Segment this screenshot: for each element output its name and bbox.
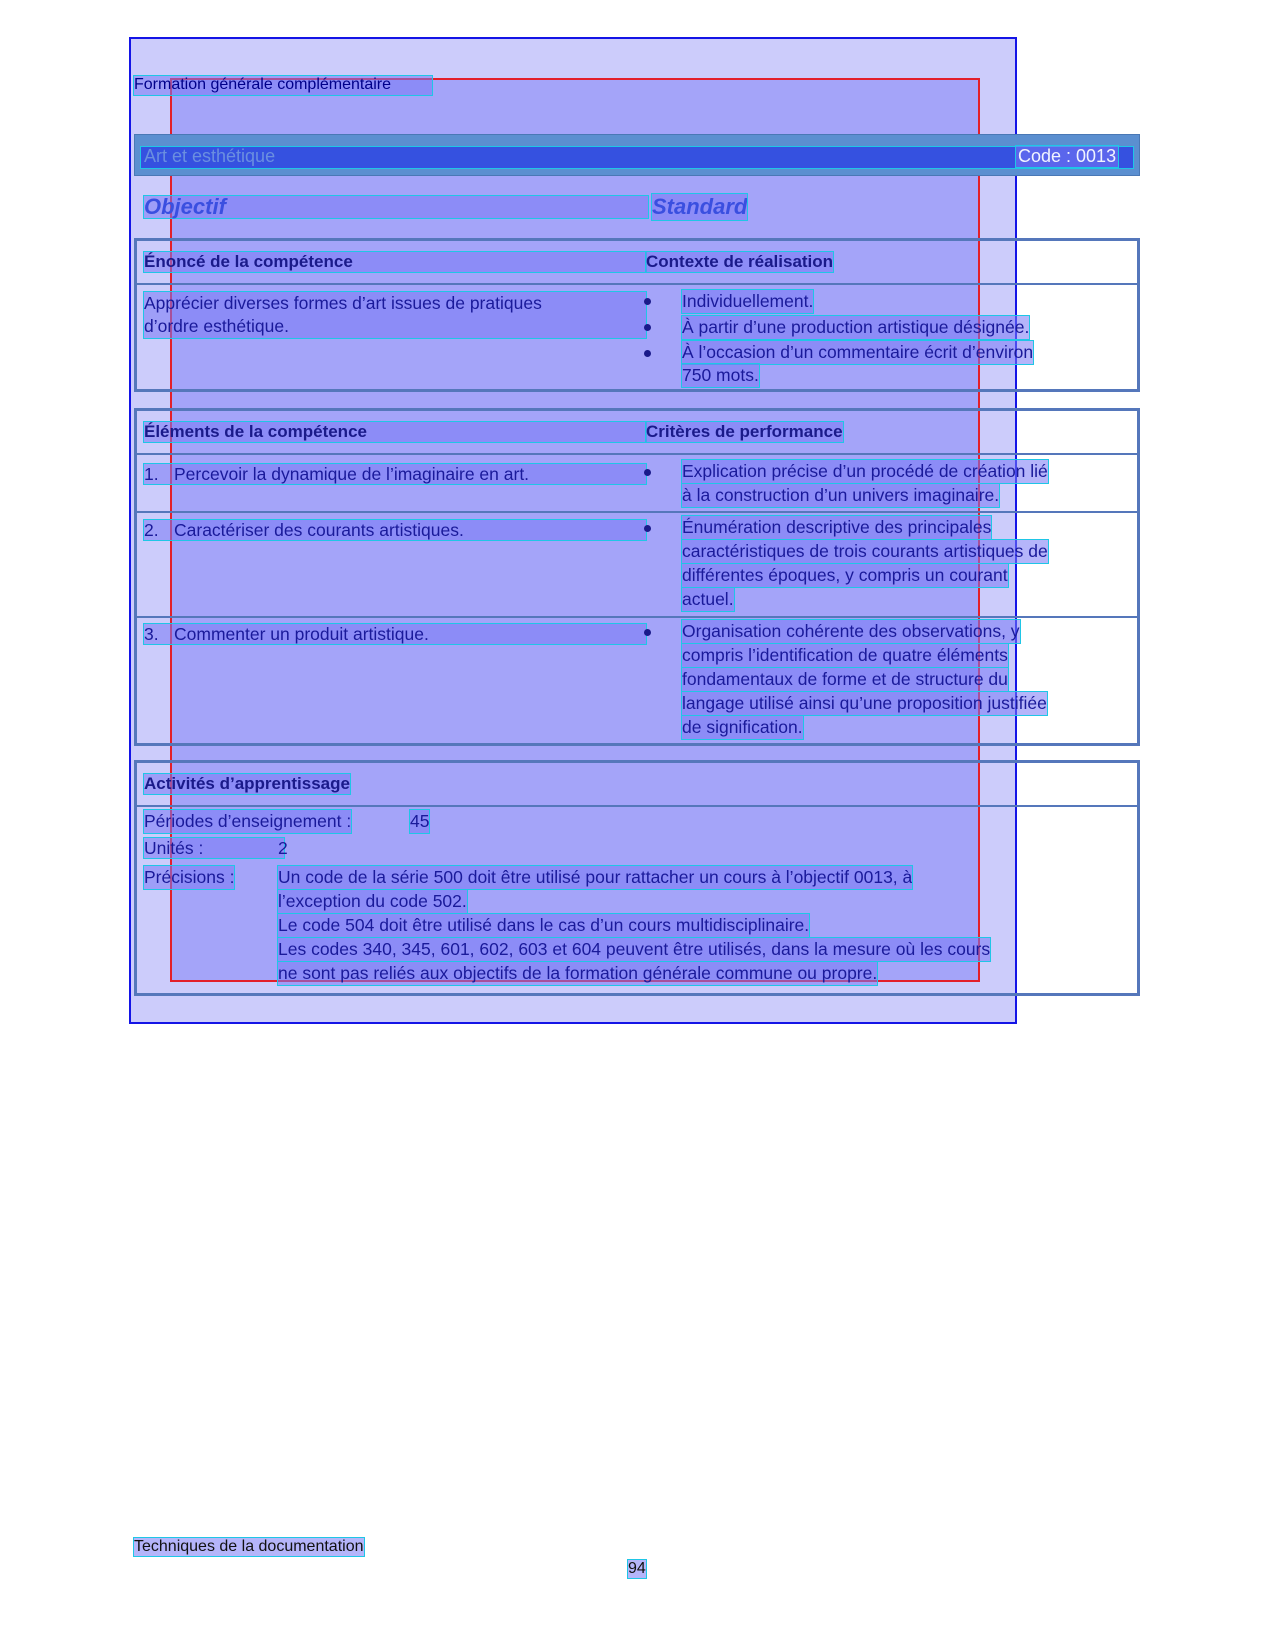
bullet-icon <box>644 324 651 331</box>
bullet-icon <box>644 298 651 305</box>
periodes-label: Périodes d’enseignement : <box>144 811 352 831</box>
element-label: Commenter un produit artistique. <box>174 624 429 644</box>
section-label: Formation générale complémentaire <box>134 76 432 95</box>
contexte-heading: Contexte de réalisation <box>646 252 834 271</box>
activites-heading: Activités d’apprentissage <box>144 774 350 793</box>
criteres-heading: Critères de performance <box>646 422 843 441</box>
bullet-icon <box>644 350 651 357</box>
precisions-label: Précisions : <box>144 867 235 887</box>
critere-line: compris l’identification de quatre éléments <box>682 645 1008 665</box>
elements-header-rule <box>137 453 1137 455</box>
critere-line: différentes époques, y compris un courant <box>682 565 1008 585</box>
bullet-icon <box>644 525 651 532</box>
competence-header-rule <box>137 283 1137 285</box>
competence-line: d’ordre esthétique. <box>144 316 289 336</box>
element-number: 1. <box>144 464 159 484</box>
elements-heading: Éléments de la compétence <box>144 422 367 441</box>
critere-line: actuel. <box>682 589 734 609</box>
critere-line: langage utilisé ainsi qu’une proposition justifiée <box>682 693 1047 713</box>
precision-line: ne sont pas reliés aux objectifs de la formation générale commune ou propre. <box>278 963 878 983</box>
periodes-value: 45 <box>410 811 430 831</box>
standard-heading: Standard <box>652 194 748 219</box>
precision-line: Un code de la série 500 doit être utilisé pour rattacher un cours à l’objectif 0013, à <box>278 867 913 887</box>
row-divider <box>137 511 1137 513</box>
contexte-item: À partir d’une production artistique désignée. <box>682 317 1030 337</box>
unites-value: 2 <box>278 838 288 858</box>
critere-line: à la construction d’un univers imaginaire. <box>682 485 1000 505</box>
critere-line: caractéristiques de trois courants artistiques de <box>682 541 1048 561</box>
element-number: 3. <box>144 624 159 644</box>
page-number: 94 <box>628 1560 646 1577</box>
element-label: Caractériser des courants artistiques. <box>174 520 464 540</box>
footer-program: Techniques de la documentation <box>134 1538 364 1555</box>
contexte-item: Individuellement. <box>682 291 814 311</box>
element-number: 2. <box>144 520 159 540</box>
critere-line: Énumération descriptive des principales <box>682 517 992 537</box>
title-bar <box>141 147 1133 168</box>
unites-label: Unités : <box>144 838 204 858</box>
contexte-item: À l’occasion d’un commentaire écrit d’environ <box>682 342 1034 362</box>
critere-line: fondamentaux de forme et de structure du <box>682 669 1008 689</box>
competence-line: Apprécier diverses formes d’art issues de pratiques <box>144 293 542 313</box>
course-code: Code : 0013 <box>1018 146 1117 166</box>
critere-line: Organisation cohérente des observations, y <box>682 621 1020 641</box>
critere-line: de signification. <box>682 717 803 737</box>
precision-line: Le code 504 doit être utilisé dans le cas d’un cours multidisciplinaire. <box>278 915 810 935</box>
precision-line: l’exception du code 502. <box>278 891 467 911</box>
contexte-item-cont: 750 mots. <box>682 365 759 385</box>
bullet-icon <box>644 629 651 636</box>
bullet-icon <box>644 469 651 476</box>
row-divider <box>137 616 1137 618</box>
precision-line: Les codes 340, 345, 601, 602, 603 et 604 peuvent être utilisés, dans la mesure où les cours <box>278 939 991 959</box>
objectif-heading: Objectif <box>144 194 226 219</box>
element-label: Percevoir la dynamique de l’imaginaire en art. <box>174 464 530 484</box>
activites-header-rule <box>137 805 1137 807</box>
critere-line: Explication précise d’un procédé de création lié <box>682 461 1048 481</box>
competence-heading: Énoncé de la compétence <box>144 252 353 271</box>
course-title: Art et esthétique <box>144 146 276 166</box>
